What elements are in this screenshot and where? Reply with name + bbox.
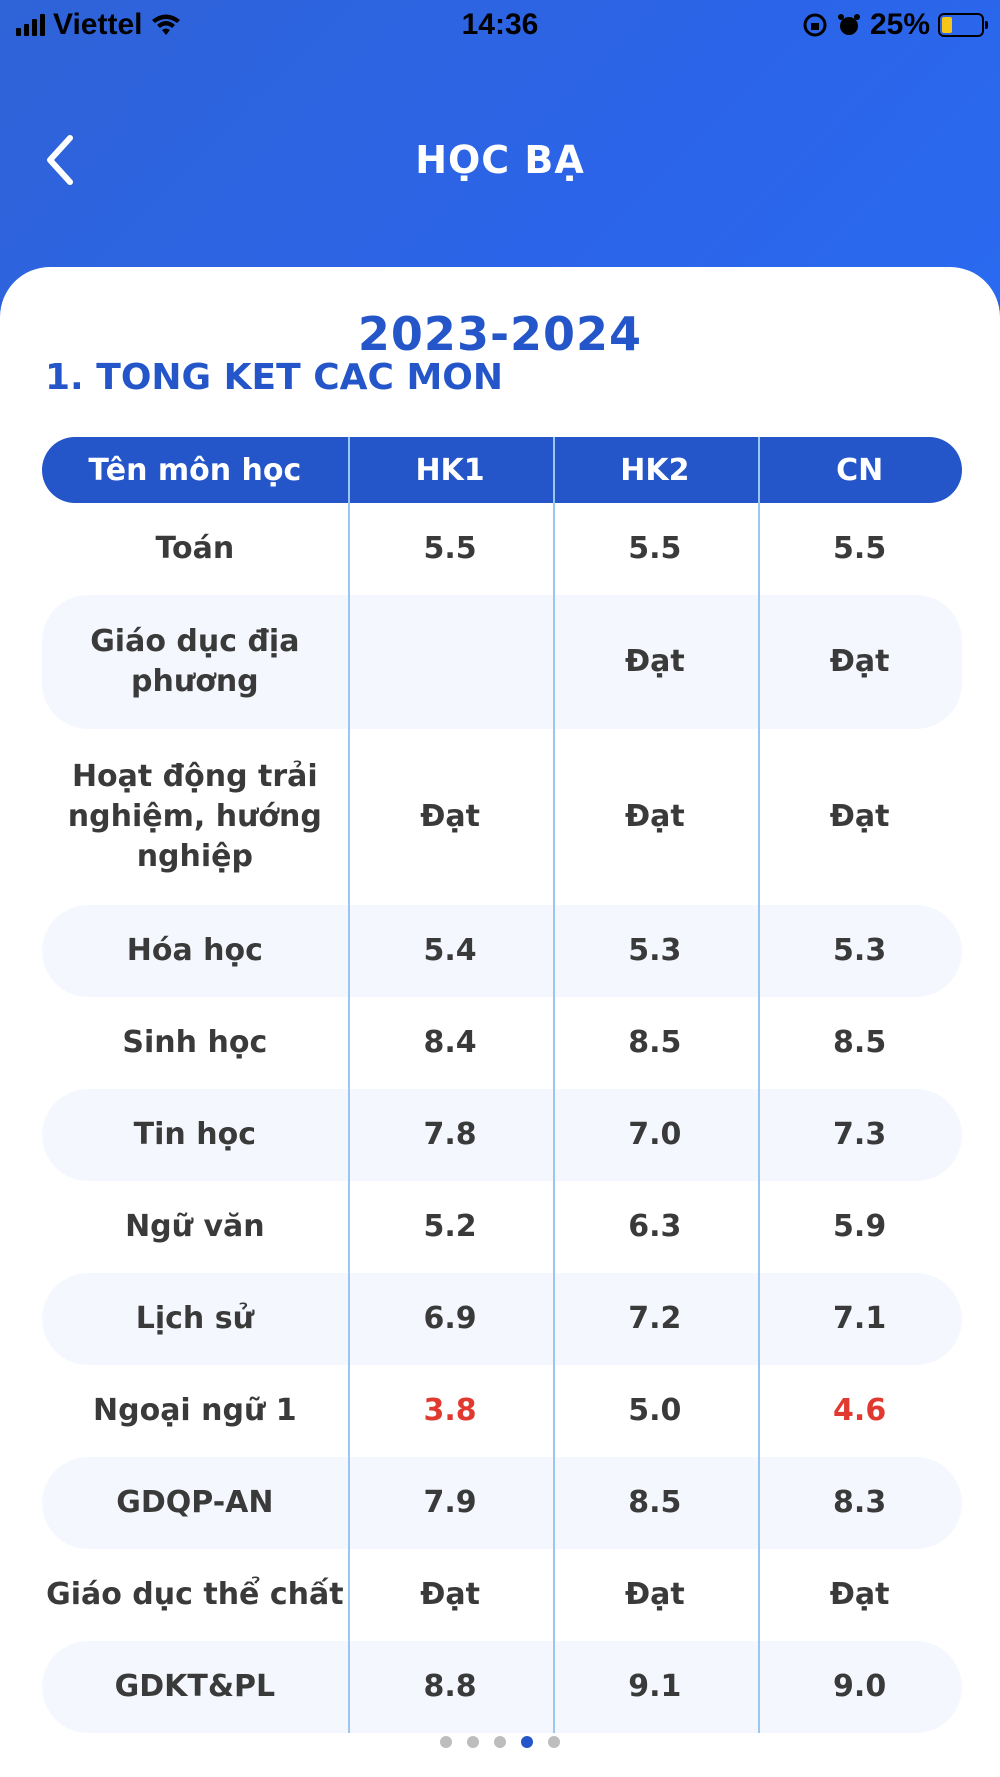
nav-bar xyxy=(0,110,1000,210)
hk2-cell: 8.5 xyxy=(628,1025,682,1060)
hk1-cell xyxy=(348,595,553,729)
hk2-cell: 9.1 xyxy=(628,1669,682,1704)
hk2-cell: 7.2 xyxy=(628,1301,682,1336)
hk2-cell: Đạt xyxy=(624,799,685,834)
table-row xyxy=(42,729,962,905)
cn-cell: 7.1 xyxy=(833,1301,887,1336)
subject-cell: Sinh học xyxy=(122,1025,268,1060)
status-right xyxy=(802,8,984,42)
cn-cell: 5.5 xyxy=(833,531,887,566)
table-row xyxy=(42,905,962,997)
header-hk1: HK1 xyxy=(415,452,485,488)
table-header xyxy=(42,437,962,503)
table-row xyxy=(42,595,962,729)
table-row xyxy=(42,1365,962,1457)
page-dot[interactable] xyxy=(548,1736,560,1748)
alarm-icon xyxy=(836,12,862,38)
subject-cell: Ngoại ngữ 1 xyxy=(93,1393,297,1428)
subject-cell: Hoạt động trải nghiệm, hướng nghiệp xyxy=(67,759,322,874)
cn-cell: 7.3 xyxy=(833,1117,887,1152)
subject-cell: GDKT&PL xyxy=(114,1669,276,1704)
table-row xyxy=(42,1457,962,1549)
page-dot[interactable] xyxy=(521,1736,533,1748)
hk2-cell: 5.0 xyxy=(628,1393,682,1428)
subject-cell: Giáo dục địa phương xyxy=(90,624,300,699)
hk2-cell: Đạt xyxy=(624,1577,685,1612)
carrier-label: Viettel xyxy=(53,8,143,41)
battery-percent: 25% xyxy=(869,8,930,41)
cn-cell: 9.0 xyxy=(833,1669,887,1704)
hk1-cell: Đạt xyxy=(420,1577,480,1612)
hk1-cell: 5.4 xyxy=(423,933,477,968)
hk1-cell: 3.8 xyxy=(423,1393,477,1428)
school-year: 2023-2024 xyxy=(357,307,643,361)
hk1-cell: 7.8 xyxy=(423,1117,477,1152)
cn-cell: Đạt xyxy=(829,1577,890,1612)
hk2-cell: 5.3 xyxy=(628,933,682,968)
subject-cell: Hóa học xyxy=(126,933,263,968)
table-row xyxy=(42,1641,962,1733)
cn-cell: 5.9 xyxy=(833,1209,887,1244)
hk2-cell: Đạt xyxy=(624,644,685,679)
hk1-cell: 6.9 xyxy=(423,1301,477,1336)
header-cn: CN xyxy=(836,452,884,488)
hk1-cell: 8.4 xyxy=(423,1025,477,1060)
hk2-cell: 7.0 xyxy=(628,1117,682,1152)
page-dot[interactable] xyxy=(494,1736,506,1748)
content-card xyxy=(0,267,1000,1777)
hk2-cell: 5.5 xyxy=(628,531,682,566)
table-row xyxy=(42,1273,962,1365)
status-time: 14:36 xyxy=(461,8,539,41)
table-row xyxy=(42,503,962,595)
subject-cell: Lịch sử xyxy=(135,1301,254,1336)
page-dot[interactable] xyxy=(440,1736,452,1748)
cn-cell: 8.5 xyxy=(833,1025,887,1060)
header-hk2: HK2 xyxy=(620,452,690,488)
section-title: 1. TONG KET CAC MON xyxy=(45,357,503,398)
cn-cell: Đạt xyxy=(829,799,890,834)
hk1-cell: Đạt xyxy=(420,799,480,834)
hk1-cell: 5.2 xyxy=(423,1209,477,1244)
subject-cell: Tin học xyxy=(133,1117,256,1152)
subject-cell: GDQP-AN xyxy=(116,1485,274,1520)
page-indicator xyxy=(0,1736,1000,1748)
page-dot[interactable] xyxy=(467,1736,479,1748)
hk2-cell: 6.3 xyxy=(628,1209,682,1244)
cn-cell: 4.6 xyxy=(833,1393,887,1428)
table-row xyxy=(42,1549,962,1641)
cn-cell: Đạt xyxy=(829,644,890,679)
hk1-cell: 7.9 xyxy=(423,1485,477,1520)
hk1-cell: 8.8 xyxy=(423,1669,477,1704)
status-bar xyxy=(0,0,1000,50)
subject-cell: Ngữ văn xyxy=(125,1209,265,1244)
battery-icon xyxy=(938,13,984,37)
table-row xyxy=(42,997,962,1089)
grades-table xyxy=(42,437,962,1733)
table-row xyxy=(42,1089,962,1181)
hk1-cell: 5.5 xyxy=(423,531,477,566)
column-divider xyxy=(348,437,350,1733)
subject-cell: Giáo dục thể chất xyxy=(46,1577,344,1612)
hk2-cell: 8.5 xyxy=(628,1485,682,1520)
rotation-lock-icon xyxy=(802,12,828,38)
page-title: HỌC BẠ xyxy=(415,138,585,182)
table-row xyxy=(42,1181,962,1273)
column-divider xyxy=(758,437,760,1733)
cn-cell: 8.3 xyxy=(833,1485,887,1520)
subject-cell: Toán xyxy=(155,531,235,566)
column-divider xyxy=(553,437,555,1733)
table-body xyxy=(42,503,962,1733)
header-subject: Tên môn học xyxy=(88,452,302,488)
cn-cell: 5.3 xyxy=(833,933,887,968)
